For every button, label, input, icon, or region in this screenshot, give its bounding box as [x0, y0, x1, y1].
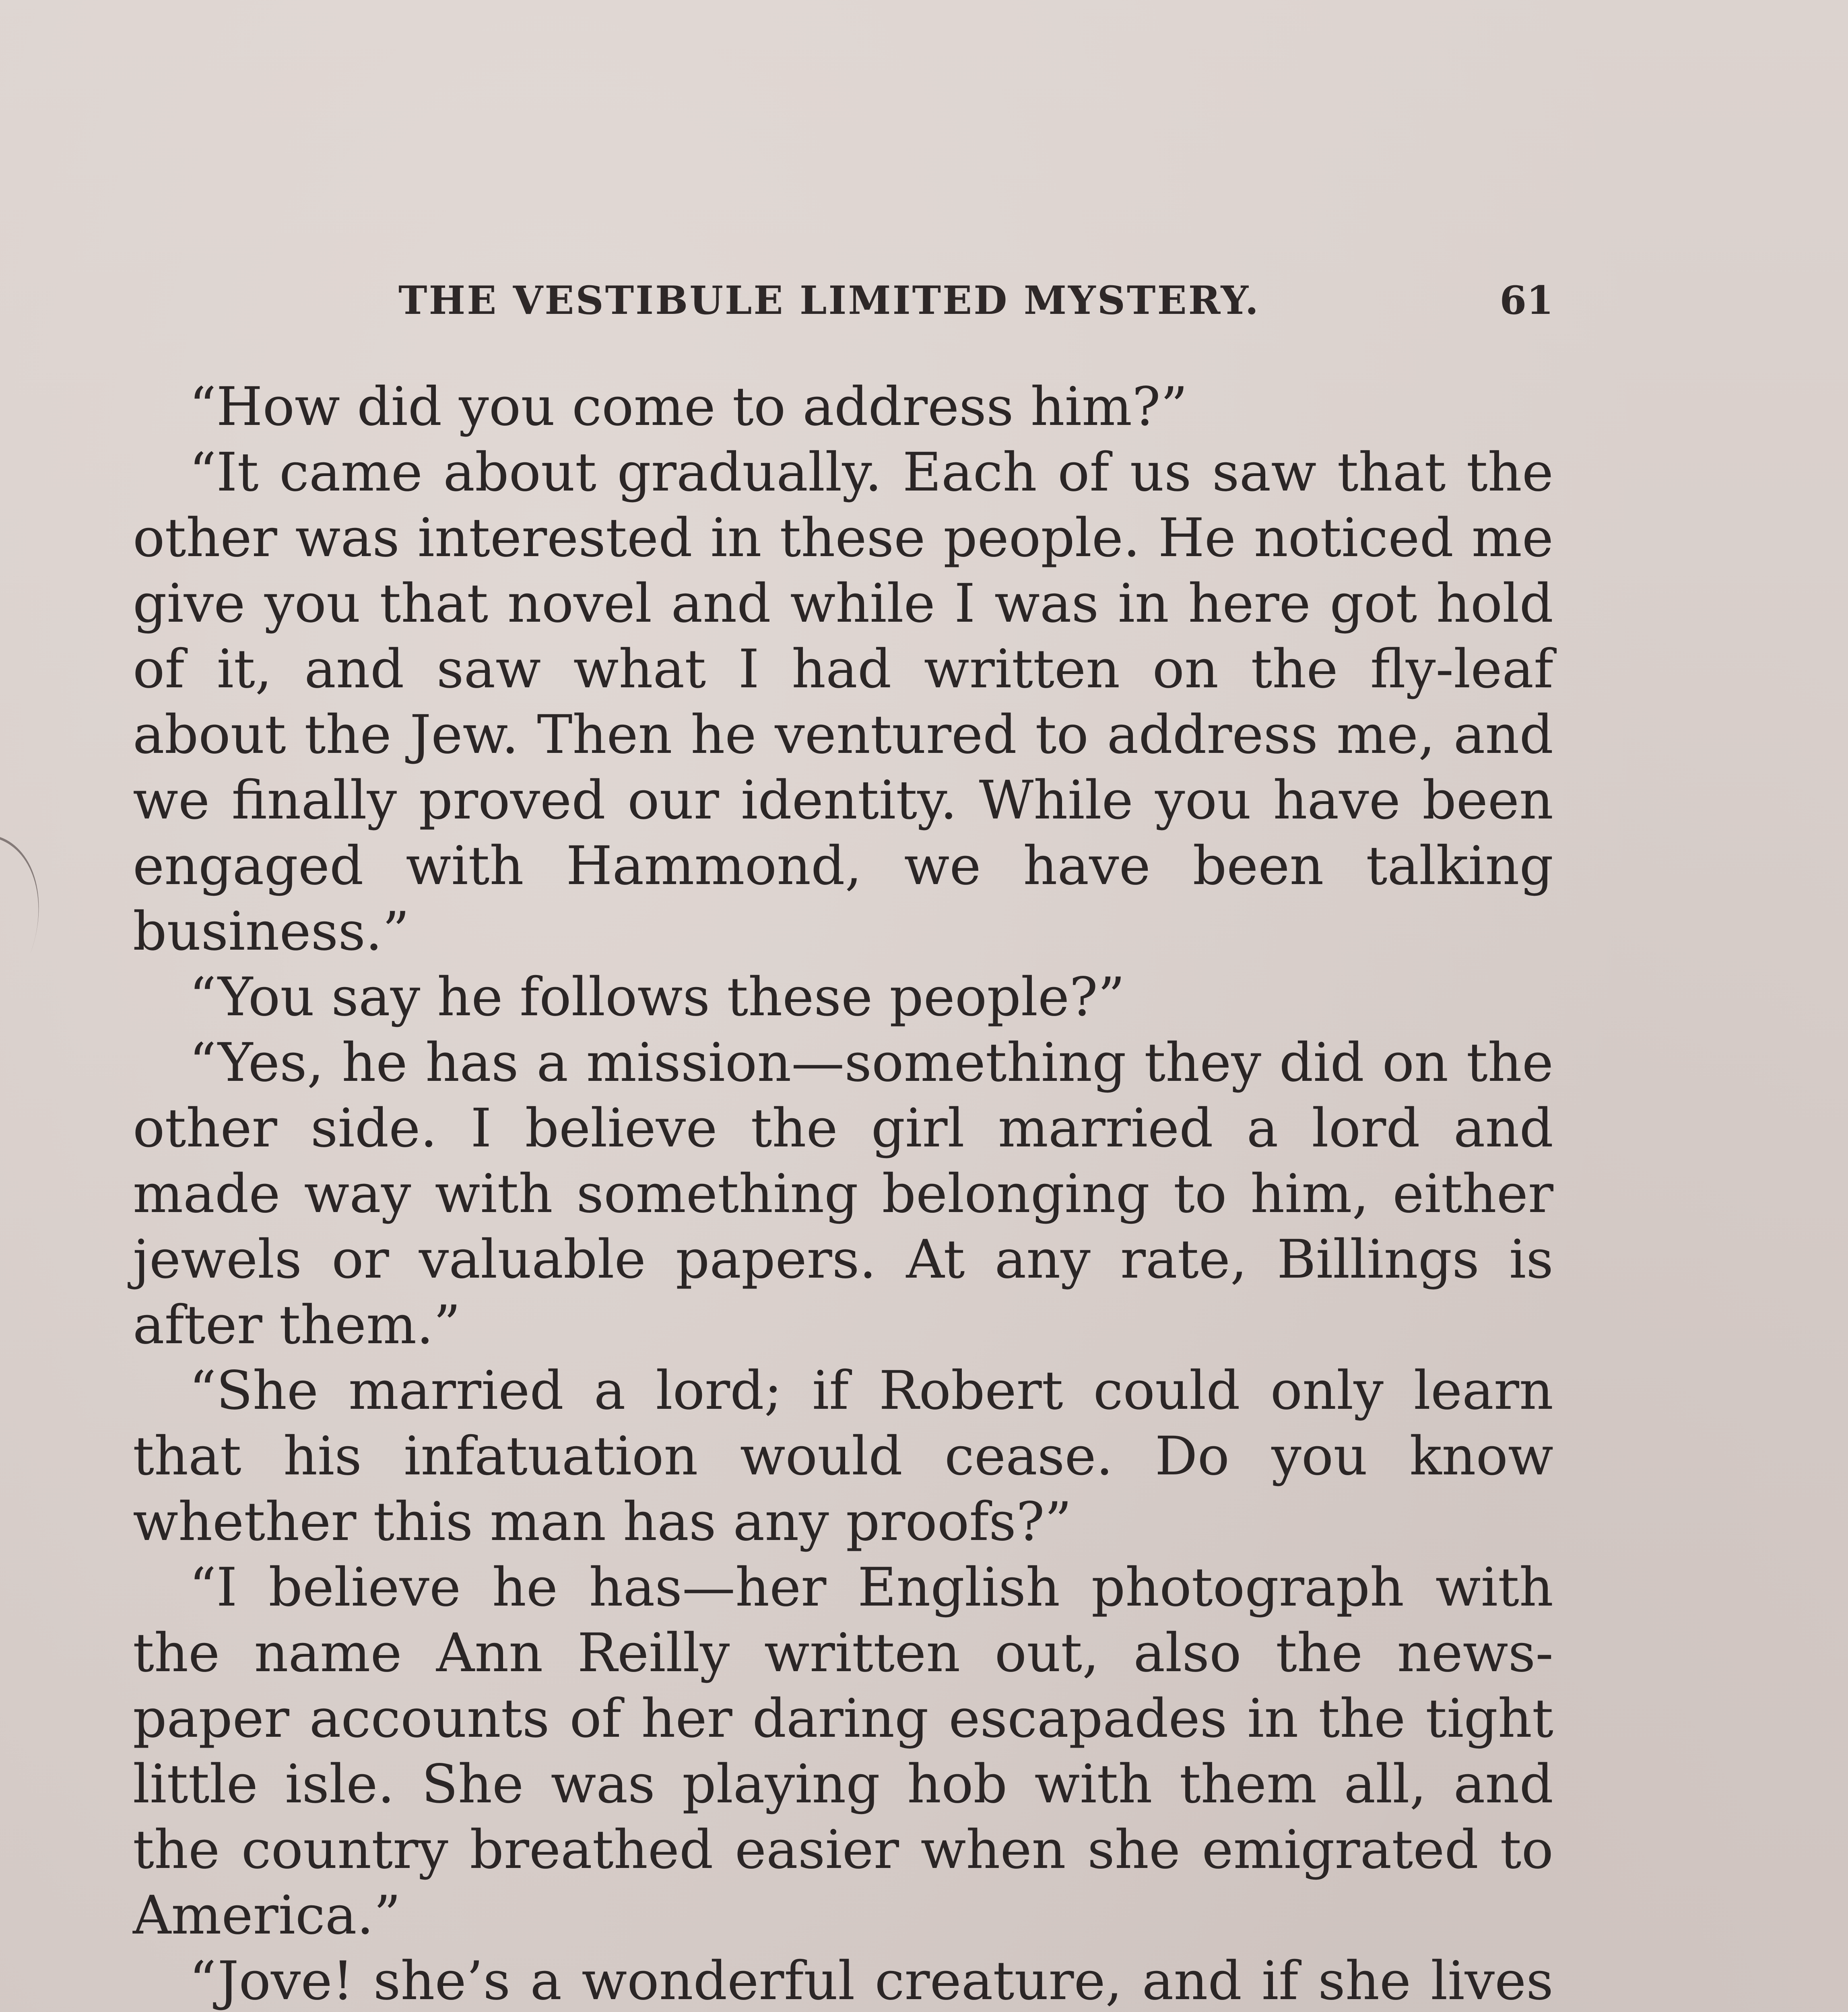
paragraph: “She married a lord; if Robert could only learn that his infatuation would cease. Do you know whether this man has any proofs?”	[133, 1360, 1553, 1553]
paragraph: “Yes, he has a mission—something they did on the other side. I believe the girl married a lord and made way with something belonging to him, either jewels or valuable papers. At any rate, Billings is after them.”	[133, 1032, 1553, 1356]
paragraph: “I believe he has—her English photograph with the name Ann Reilly written out, also the news-paper accounts of her daring escapades in the tight little isle. She was playing hob with them all, and the country breathed easier when she emigrated to America.”	[133, 1556, 1553, 1946]
paragraph: “Jove! she’s a wonderful creature, and if she lives	[189, 1950, 1553, 2012]
margin-mark	[0, 837, 64, 953]
page-number: 61	[1499, 278, 1553, 323]
body-text	[133, 374, 1553, 2012]
running-head	[133, 278, 1553, 330]
paragraph: “How did you come to address him?”	[189, 376, 1188, 438]
paragraph: “You say he follows these people?”	[189, 966, 1125, 1028]
paragraph: “It came about gradually. Each of us saw that the other was interested in these people. He noticed me give you that novel and while I was in here got hold of it, and saw what I had written on the fly-leaf about the Jew. Then he ventured to address me, and we finally proved our identity. While you have been engaged with Hammond, we have been talking business.”	[133, 441, 1553, 963]
running-title: THE VESTIBULE LIMITED MYSTERY.	[398, 278, 1260, 323]
